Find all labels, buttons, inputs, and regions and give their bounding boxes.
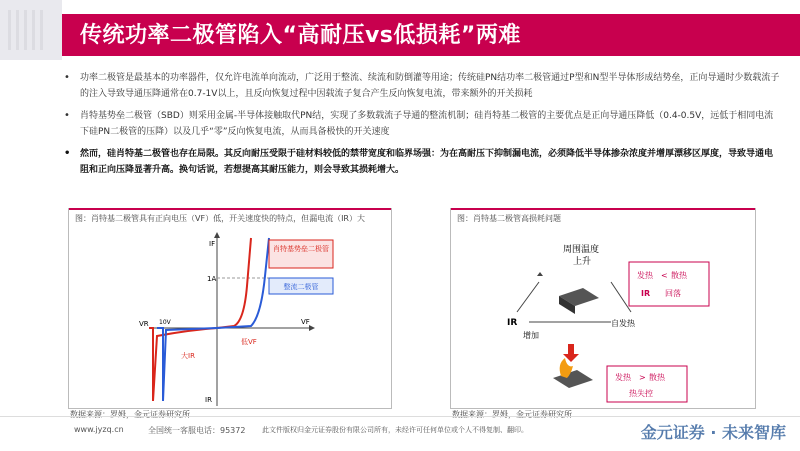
figure-iv-curve (68, 208, 392, 409)
bullet-item: • 肖特基势垒二极管（SBD）则采用金属-半导体接触取代PN结，实现了多数载流子导通的整流机制；硅肖特基二极管的主要优点是正向导通压降低（0.4-0.5V，远低于相同电流下硅PN二极管的压降）以及几乎“零”反向恢复电流，从而具备极快的开关速度 (64, 110, 774, 137)
heat-runaway-label: 热失控 (629, 389, 653, 398)
y-axis-arrow-icon (214, 232, 220, 238)
bullet-list (60, 70, 780, 184)
large-ir-label: 大IR (181, 352, 195, 360)
figure1-source: 数据来源：罗姆，金元证券研究所 (70, 410, 190, 419)
ir-axis-label: IR (205, 396, 212, 404)
low-vf-label: 低VF (241, 338, 257, 346)
one-amp-label: 1A (207, 275, 217, 283)
heat-gen-label-2: 发热 (615, 373, 631, 382)
ten-volt-label: 10V (159, 319, 171, 326)
page-title: 传统功率二极管陷入“高耐压vs低损耗”两难 (80, 23, 521, 48)
heat-gen-label: 发热 (637, 271, 653, 280)
lt-symbol: < (661, 271, 668, 280)
gt-symbol: > (639, 373, 646, 382)
header-logo-block (0, 0, 62, 60)
footer-disclaimer: 此文件版权归金元证券股份有限公司所有，未经许可任何单位或个人不得复制、翻印。 (262, 426, 528, 434)
ir-label: IR (507, 318, 518, 328)
footer-hotline: 全国统一客服电话：95372 (148, 426, 246, 435)
if-axis-label: IF (209, 240, 216, 248)
heat-diss-label: 散热 (671, 271, 687, 280)
vr-axis-label: VR (139, 320, 149, 328)
figure-thermal-runaway (450, 208, 756, 409)
burning-chip-icon (553, 370, 593, 388)
iv-curve-diagram (69, 226, 391, 408)
cycle-arrow-left (517, 282, 539, 312)
legend-sbd-label: 肖特基势垒二极管 (273, 245, 329, 253)
pn-curve (157, 238, 269, 401)
figure-caption: 图：肖特基二极管具有正向电压（VF）低，开关速度快的特点，但漏电流（IR）大 (69, 208, 391, 228)
bullet-dot-icon: • (64, 110, 70, 121)
figure2-source: 数据来源：罗姆，金元证券研究所 (452, 410, 572, 419)
thermal-runaway-diagram (451, 226, 755, 408)
self-heating-label: 自发热 (611, 319, 635, 328)
footer-website[interactable]: www.jyzq.cn (74, 425, 124, 434)
watermark-logo: 金元证券 · 未来智库 (640, 423, 786, 442)
heat-diss-label-2: 散热 (649, 373, 665, 382)
ambient-temp-label: 周围温度 (563, 245, 600, 255)
x-axis-arrow-icon (309, 325, 315, 331)
cycle-arrow-right (611, 282, 631, 312)
arrow-head-icon (537, 272, 543, 276)
rise-label: 上升 (573, 257, 592, 267)
bullet-dot-icon: • (64, 148, 71, 159)
bullet-dot-icon: • (64, 72, 70, 83)
figure-caption: 图：肖特基二极管高损耗问题 (451, 208, 755, 228)
increase-label: 增加 (523, 331, 539, 340)
balance-box (629, 262, 709, 306)
vf-axis-label: VF (301, 318, 310, 326)
bullet-item: • 然而，硅肖特基二极管也存在局限。其反向耐压受限于硅材料较低的禁带宽度和临界场强：为在高耐压下抑制漏电流，必须降低半导体掺杂浓度并增厚漂移区厚度，导致导通电阻和正向压降显著升高。换句话说，若想提高其耐压能力，则会导致其损耗增大。 (64, 148, 774, 175)
fall-back-label: 回落 (665, 289, 681, 298)
ir-label-2: IR (641, 289, 651, 298)
down-arrow-shaft (568, 344, 574, 354)
page-header (0, 0, 800, 60)
page-footer (0, 416, 800, 451)
bullet-item: • 功率二极管是最基本的功率器件，仅允许电流单向流动，广泛用于整流、续流和防倒灌等用途；传统硅PN结功率二极管通过P型和N型半导体形成结势垒，正向导通时少数载流子的注入导致导通压降通常在0.7-1V以上，且反向恢复过程中因载流子复合产生反向恢复电流，带来额外的开关损耗 (64, 72, 780, 99)
legend-pn-label: 整流二极管 (283, 283, 319, 291)
